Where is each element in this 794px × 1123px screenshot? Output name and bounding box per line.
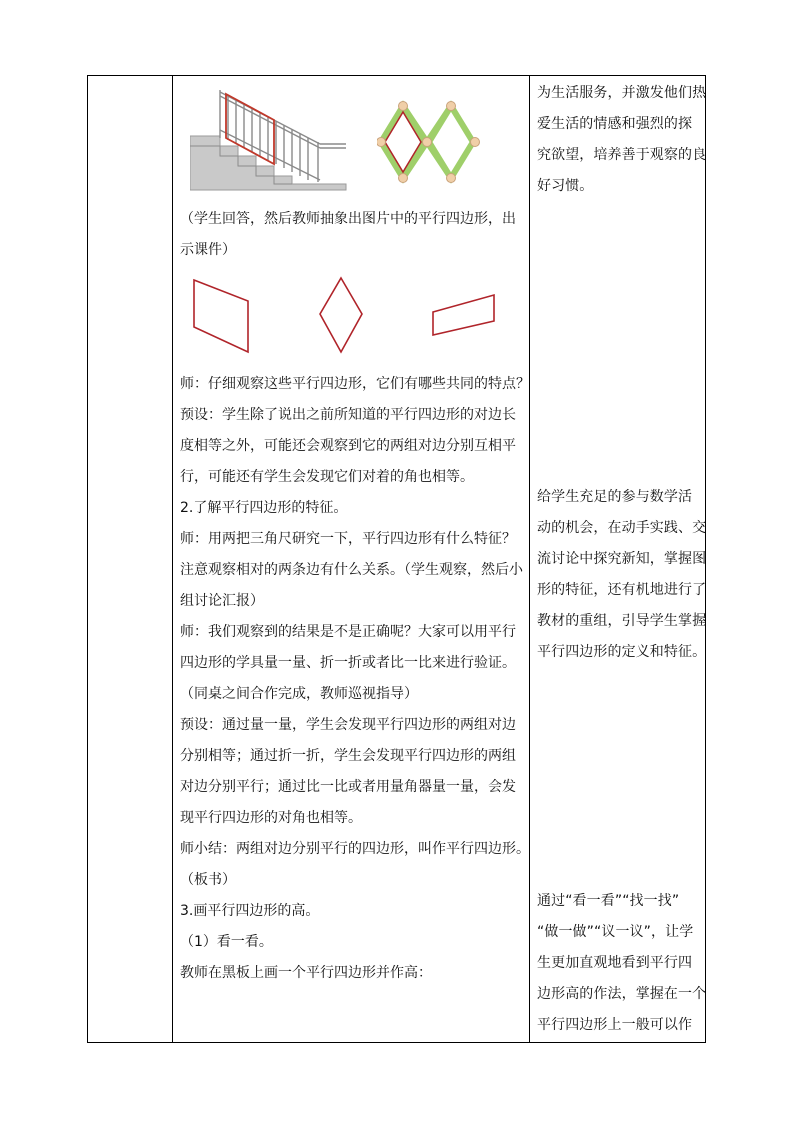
note-line: 边形高的作法，掌握在一个 bbox=[537, 986, 707, 1002]
text-line: 示课件） bbox=[180, 242, 236, 258]
text-line: （1）看一看。 bbox=[180, 934, 273, 950]
teaching-process-cell bbox=[172, 76, 529, 1042]
section-heading: 2.了解平行四边形的特征。 bbox=[180, 500, 348, 516]
note-line: 生更加直观地看到平行四 bbox=[537, 955, 693, 971]
note-line: 动的机会，在动手实践、交 bbox=[537, 520, 707, 536]
text-line: 组讨论汇报） bbox=[180, 593, 264, 609]
note-line: 形的特征，还有机地进行了 bbox=[537, 582, 707, 598]
note-line: 爱生活的情感和强烈的探 bbox=[537, 116, 693, 132]
note-line: 为生活服务，并激发他们热 bbox=[537, 85, 707, 101]
lesson-table bbox=[87, 75, 706, 1043]
text-line: 分别相等；通过折一折，学生会发现平行四边形的两组 bbox=[180, 748, 516, 764]
note-line: 流讨论中探究新知，掌握图 bbox=[537, 551, 707, 567]
text-line: 预设：通过量一量，学生会发现平行四边形的两组对边 bbox=[180, 717, 516, 733]
text-line: 现平行四边形的对角也相等。 bbox=[180, 810, 362, 826]
note-line: 平行四边形上一般可以作 bbox=[537, 1017, 693, 1033]
text-line: 师：仔细观察这些平行四边形，它们有哪些共同的特点？ bbox=[180, 376, 530, 392]
lattice-joints bbox=[377, 102, 480, 183]
parallelogram-shapes-figure bbox=[190, 276, 510, 356]
text-line: 四边形的学具量一量、折一折或者比一比来进行验证。 bbox=[180, 655, 516, 671]
stair-railing-figure bbox=[190, 88, 350, 192]
note-line: 究欲望，培养善于观察的良 bbox=[537, 147, 707, 163]
section-heading: 3.画平行四边形的高。 bbox=[180, 903, 320, 919]
note-line: 通过“看一看”“找一找” bbox=[537, 893, 680, 909]
text-line: 预设：学生除了说出之前所知道的平行四边形的对边长 bbox=[180, 407, 516, 423]
parallelogram-2-shape bbox=[433, 295, 494, 335]
text-line: （学生回答，然后教师抽象出图片中的平行四边形，出 bbox=[180, 211, 516, 227]
note-line: 好习惯。 bbox=[537, 178, 594, 194]
parallelogram-1-shape bbox=[194, 280, 248, 352]
text-line: 教师在黑板上画一个平行四边形并作高： bbox=[180, 965, 432, 981]
text-line: （板书） bbox=[180, 872, 236, 888]
text-line: 对边分别平行；通过比一比或者用量角器量一量，会发 bbox=[180, 779, 516, 795]
note-line: 给学生充足的参与数学活 bbox=[537, 489, 693, 505]
design-intent-cell bbox=[529, 76, 706, 1042]
rhombus-shape bbox=[320, 278, 362, 352]
text-line: 度相等之外，可能还会观察到它的两组对边分别互相平 bbox=[180, 438, 516, 454]
text-line: 师：我们观察到的结果是不是正确呢？大家可以用平行 bbox=[180, 624, 516, 640]
text-line: 注意观察相对的两条边有什么关系。（学生观察，然后小 bbox=[180, 562, 523, 578]
text-line: （同桌之间合作完成，教师巡视指导） bbox=[180, 686, 418, 702]
text-line: 师：用两把三角尺研究一下，平行四边形有什么特征？ bbox=[180, 531, 516, 547]
note-line: 平行四边形的定义和特征。 bbox=[537, 644, 707, 660]
note-line: 教材的重组，引导学生掌握 bbox=[537, 613, 707, 629]
note-line: “做一做”“议一议”，让学 bbox=[537, 924, 694, 940]
text-line: 行，可能还有学生会发现它们对着的角也相等。 bbox=[180, 469, 474, 485]
lattice-figure bbox=[377, 98, 482, 188]
text-line: 师小结：两组对边分别平行的四边形，叫作平行四边形。 bbox=[180, 841, 530, 857]
